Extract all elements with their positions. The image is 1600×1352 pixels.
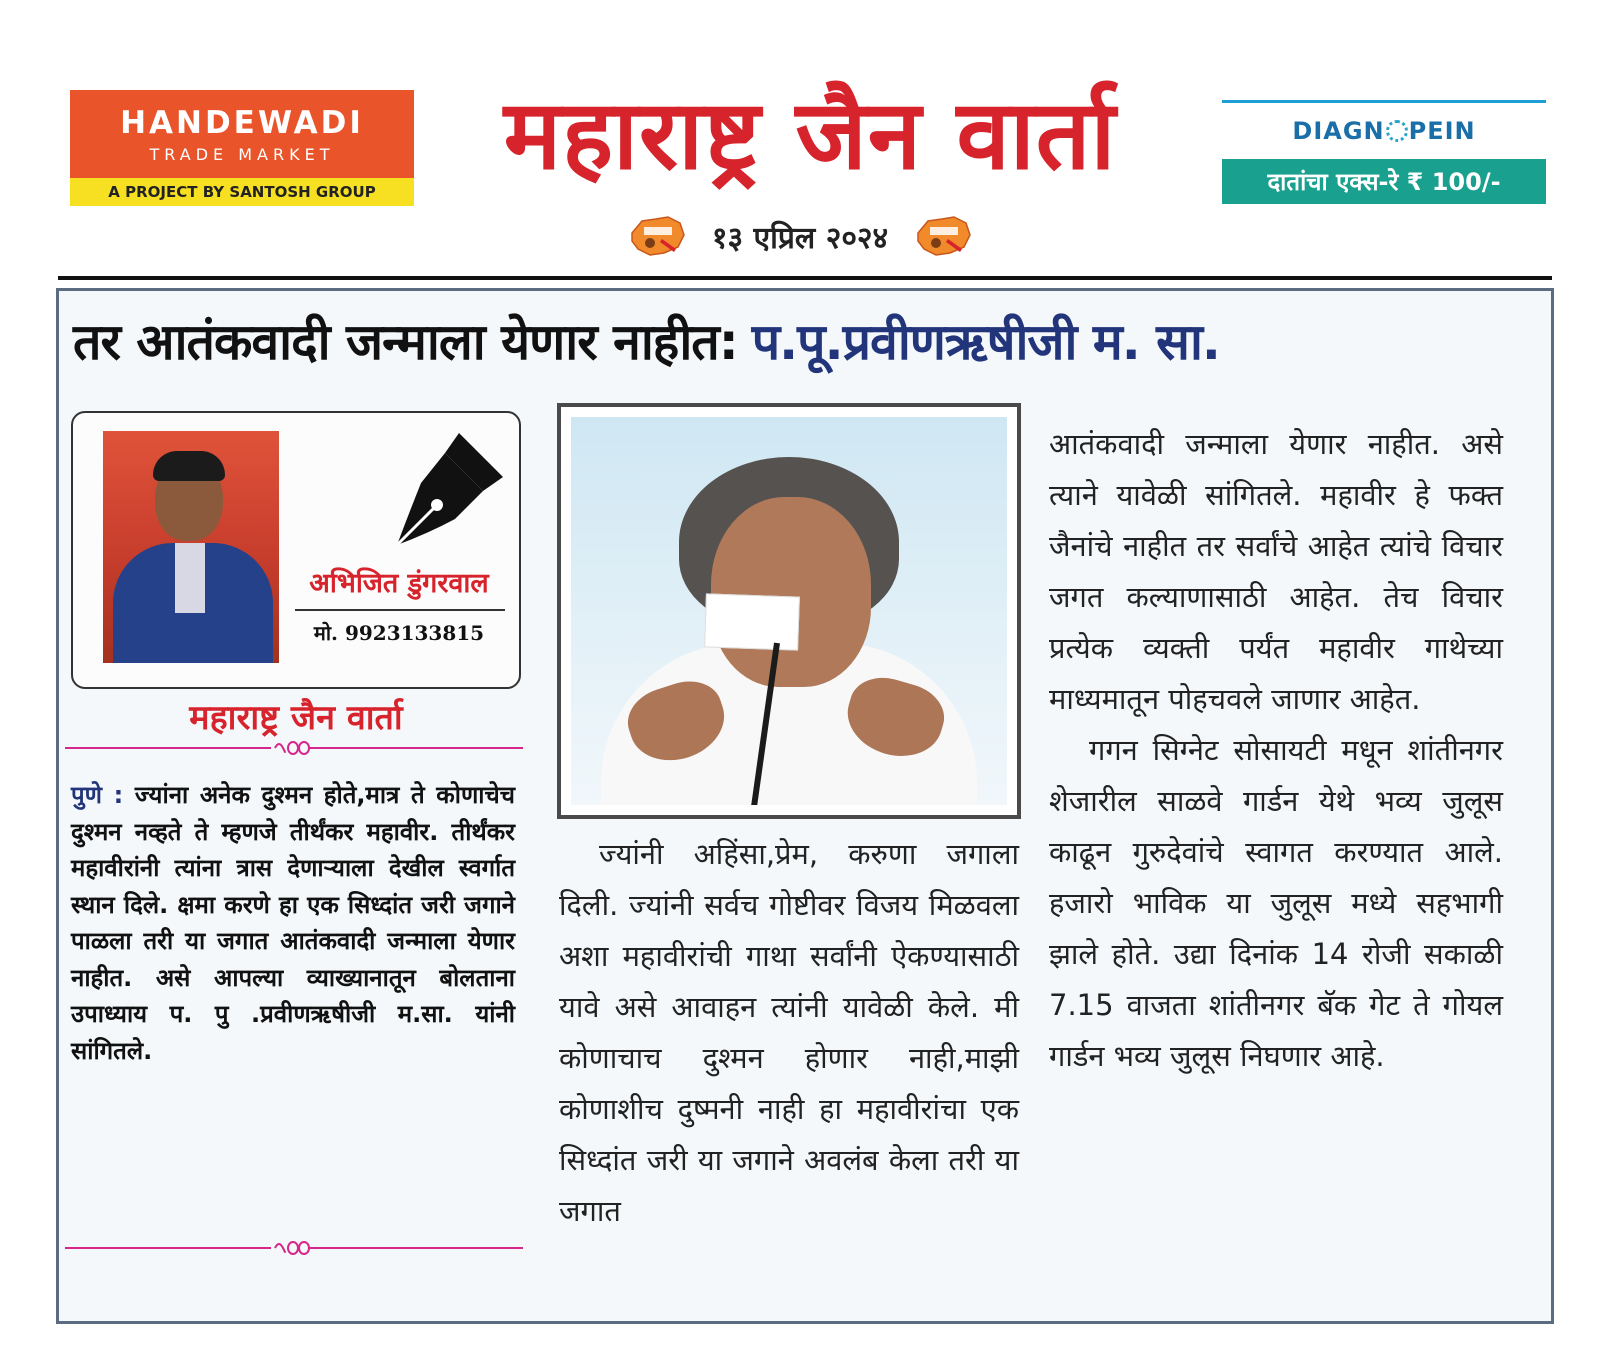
fountain-pen-nib-icon <box>389 429 507 549</box>
dateline-place: पुणे : <box>71 781 124 809</box>
handewadi-tagline: A PROJECT BY SANTOSH GROUP <box>70 178 414 206</box>
speaker-photo-mouth-cloth <box>704 593 800 650</box>
reporter-mobile: मो. 9923133815 <box>313 621 485 645</box>
article-column-3 <box>1049 419 1503 1082</box>
diagnopein-logo <box>1222 103 1546 159</box>
speaker-photo-face <box>711 497 871 687</box>
column-3-paragraph-2-text: गगन सिग्नेट सोसायटी मधून शांतीनगर शेजारील साळवे गार्डन येथे भव्य जुलूस काढून गुरुदेवांचे स्वागत करण्यात आले. हजारो भाविक या जुलूस मध्ये सहभागी झाले होते. उद्या दिनांक 14 रोजी सकाळी 7.15 वाजता शांतीनगर बॅक गेट ते गोयल गार्डन भव्य जुलूस निघणार आहे. <box>1049 733 1503 1073</box>
handewadi-ad[interactable] <box>70 90 414 206</box>
diagnopein-logo-part2: PEIN <box>1408 117 1476 145</box>
section-brand-name: महाराष्ट्र जैन वार्ता <box>189 698 403 738</box>
column-1-text: ज्यांना अनेक दुश्मन होते,मात्र ते कोणाचेच दुश्मन नव्हते ते म्हणजे तीर्थंकर महावीर. तीर्थंकर महावीरांनी त्यांना त्रास देणाऱ्याला देखील स्वर्गात स्थान दिले. क्षमा करणे हा एक सिध्दांत जरी जगाने पाळला तरी या जगात आतंकवादी जन्माला येणार नाहीत. असे आपल्या व्याख्यानातून बोलताना उपाध्याय प. पु .प्रवीणऋषीजी म.सा. यांनी सांगितले. <box>71 781 515 1065</box>
handewadi-ad-top <box>70 90 414 178</box>
maharashtra-map-logo-icon <box>914 213 972 259</box>
handewadi-subtitle: TRADE MARKET <box>149 144 335 164</box>
masthead-divider <box>58 276 1552 280</box>
issue-date: १३ एप्रिल २०२४ <box>711 220 889 256</box>
headline-speaker: प.पू.प्रवीणऋषीजी म. सा. <box>751 313 1220 371</box>
reporter-card <box>71 411 521 689</box>
maharashtra-map-logo-icon <box>628 213 686 259</box>
diagnopein-logo-part1: DIAGN <box>1292 117 1385 145</box>
column-2-text: ज्यांनी अहिंसा,प्रेम, करुणा जगाला दिली. ज्यांनी सर्वच गोष्टीवर विजय मिळवला अशा महावीरांची गाथा सर्वांनी ऐकण्यासाठी यावे असे आवाहन त्यांनी यावेळी केले. मी कोणाचाच दुश्मन होणार नाही,माझी कोणाशीच दुष्मनी नाही हा महावीरांचा एक सिध्दांत जरी या जगाने अवलंब केला तरी या जगात <box>559 837 1019 1228</box>
speaker-photo-image <box>571 417 1007 805</box>
curl-ornament-icon <box>271 739 319 757</box>
headline-main: तर आतंकवादी जन्माला येणार नाहीत: <box>73 313 738 371</box>
reporter-photo-shirt <box>175 543 205 613</box>
globe-icon <box>1386 120 1408 142</box>
article-column-1 <box>71 777 515 1069</box>
column-1-paragraph <box>71 777 515 1069</box>
masthead-title: महाराष्ट्र जैन वार्ता <box>503 79 1117 191</box>
ornament-divider-top <box>65 739 523 757</box>
diagnopein-ad[interactable] <box>1222 100 1546 204</box>
speaker-photo <box>557 403 1021 819</box>
column-3-paragraph-2 <box>1049 725 1503 1082</box>
reporter-divider <box>295 609 505 611</box>
reporter-photo <box>103 431 279 663</box>
curl-ornament-icon <box>271 1239 319 1257</box>
handewadi-brand: HANDEWADI <box>120 104 364 141</box>
article-column-2 <box>559 829 1019 1237</box>
diagnopein-offer: दातांचा एक्स-रे ₹ 100/- <box>1222 159 1546 204</box>
dateline <box>600 206 1000 266</box>
column-3-paragraph-1: आतंकवादी जन्माला येणार नाहीत. असे त्याने यावेळी सांगितले. महावीर हे फक्त जैनांचे नाहीत तर सर्वांचे आहेत त्यांचे विचार जगत कल्याणासाठी आहेत. तेच विचार प्रत्येक व्यक्ती पर्यंत महावीर गाथेच्या माध्यमातून पोहचवले जाणार आहेत. <box>1049 427 1503 716</box>
ornament-divider-bottom <box>65 1239 523 1257</box>
reporter-photo-hair <box>153 451 225 481</box>
reporter-name: अभिजित डुंगरवाल <box>309 568 489 599</box>
article-headline <box>73 305 1543 379</box>
column-2-paragraph <box>559 829 1019 1237</box>
article-frame <box>56 288 1554 1324</box>
